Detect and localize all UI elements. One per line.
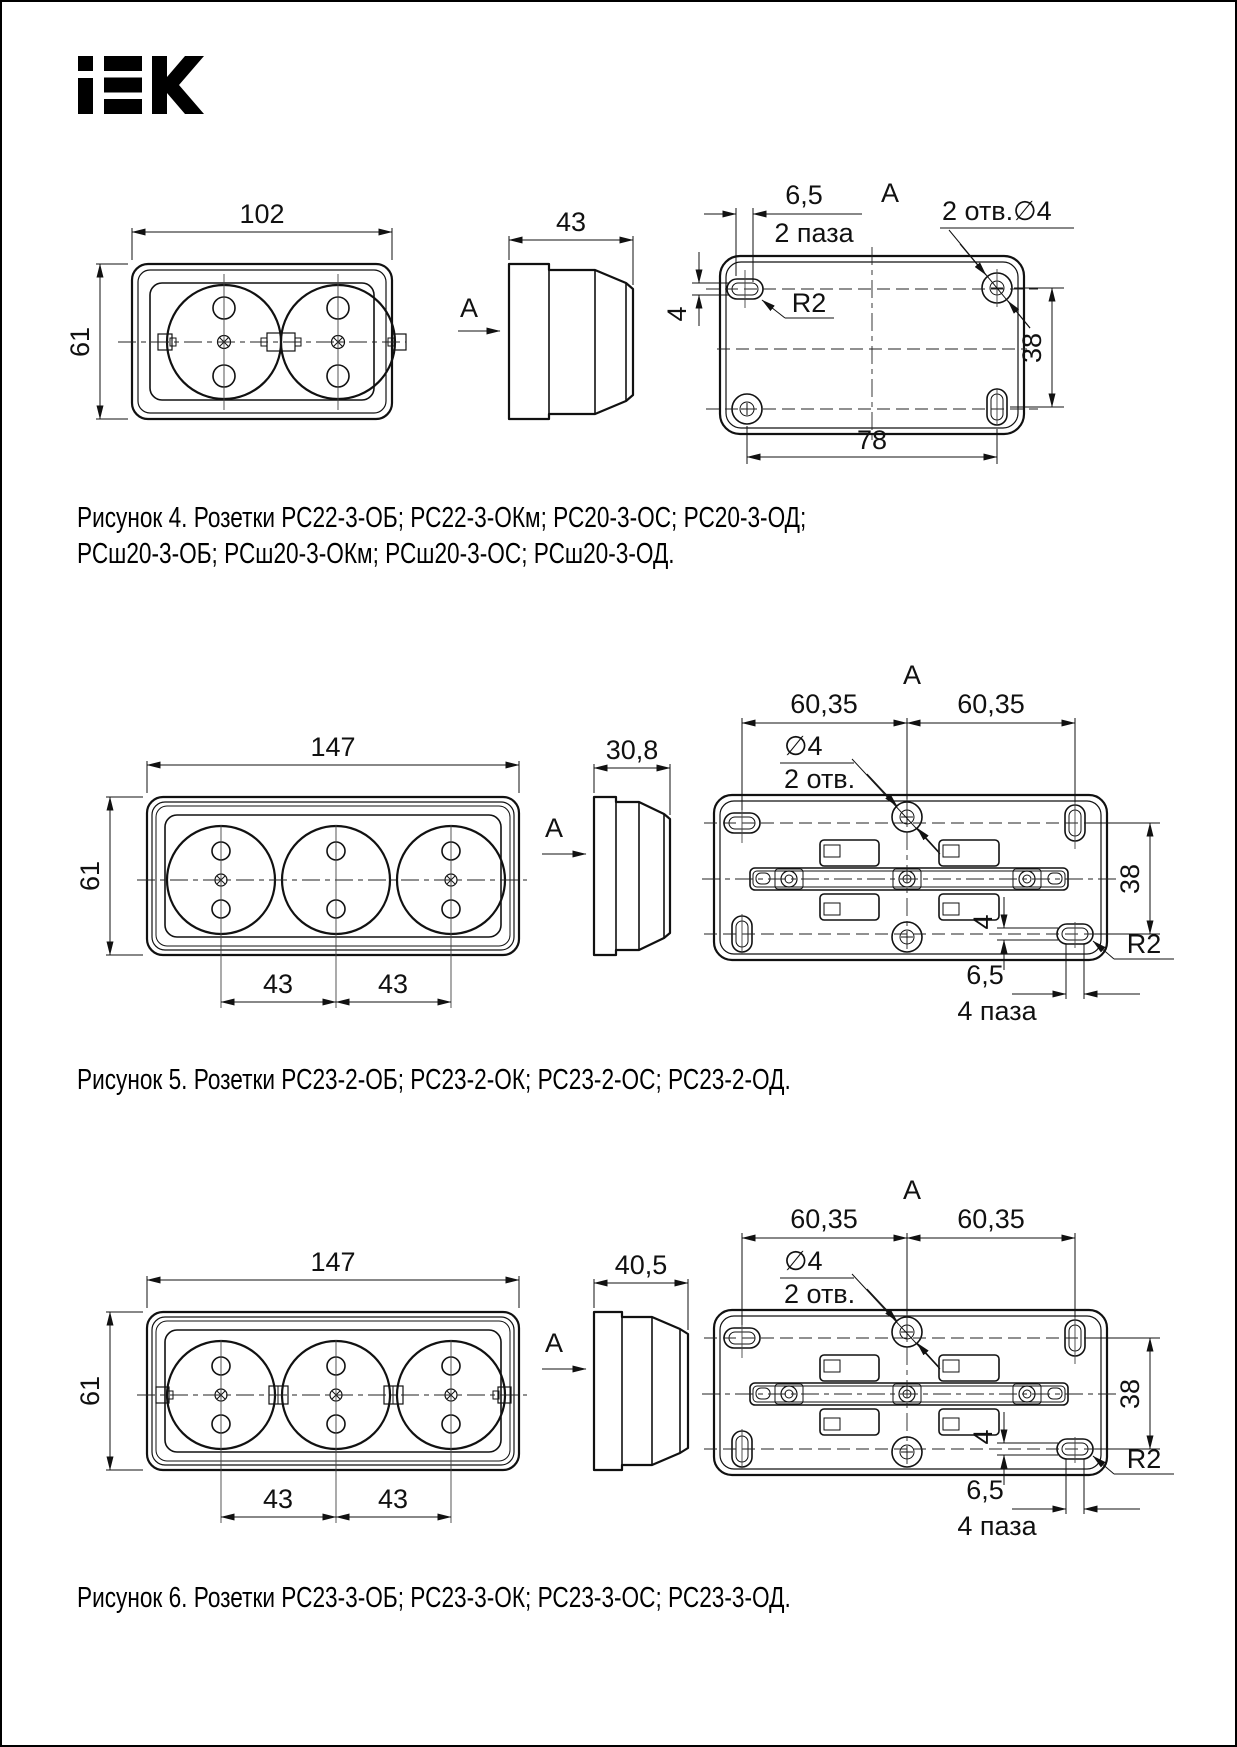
iek-logo-glyph — [152, 56, 204, 114]
figure4-caption-line2: РСш20-3-ОБ; РСш20-3-ОКм; РСш20-3-ОС; РСш20-3-ОД. — [77, 538, 675, 570]
figure4-drawing — [62, 152, 1182, 472]
fig6-pitch-right: 43 — [377, 1484, 409, 1514]
fig5-dim-offset: 4 — [968, 914, 998, 930]
fig4-view-arrow — [458, 293, 500, 331]
fig5-spacing-right: 60,35 — [957, 689, 1025, 719]
figure6-caption — [77, 1580, 791, 1616]
fig4-dim-slot: 6,5 — [785, 180, 823, 210]
fig5-pitch-right: 43 — [377, 969, 409, 999]
fig6-view-arrow — [542, 1328, 586, 1369]
fig4-dim-height: 61 — [65, 326, 95, 358]
fig4-dim-width: 102 — [239, 199, 285, 229]
fig6-holes-note: 2 отв. — [784, 1279, 856, 1309]
fig6-back-view — [702, 1175, 1174, 1541]
fig6-back-view-label: А — [902, 1175, 922, 1205]
iek-logo-glyph — [104, 78, 142, 93]
fig4-front-view — [65, 199, 406, 419]
fig5-side-view — [594, 735, 670, 955]
fig4-back-view-label: А — [880, 178, 900, 208]
figure5-drawing — [62, 592, 1182, 1042]
fig4-dim-offset: 4 — [662, 306, 692, 322]
figure6-caption-line1: Рисунок 6. Розетки РС23-3-ОБ; РС23-3-ОК; РС23-3-ОС; РС23-3-ОД. — [77, 1582, 791, 1614]
fig6-front-view — [75, 1247, 527, 1523]
fig5-spacing-left: 60,35 — [790, 689, 858, 719]
fig6-spacing-right: 60,35 — [957, 1204, 1025, 1234]
fig6-hole-dia: ∅4 — [784, 1246, 823, 1276]
fig6-side-view — [594, 1250, 688, 1470]
fig4-view-label: А — [459, 293, 479, 323]
fig6-dim-width: 147 — [310, 1247, 356, 1277]
fig6-dim-depth: 40,5 — [614, 1250, 668, 1280]
fig4-holes-note: 2 отв.∅4 — [942, 196, 1052, 226]
fig6-spacing-left: 60,35 — [790, 1204, 858, 1234]
fig5-hole-dia: ∅4 — [784, 731, 823, 761]
fig6-pitch-left: 43 — [262, 1484, 294, 1514]
iek-logo-glyph — [104, 56, 142, 71]
fig5-dim-slot: 6,5 — [966, 960, 1004, 990]
fig5-dim-depth: 30,8 — [605, 735, 659, 765]
fig4-slot-note: 2 паза — [774, 218, 854, 248]
fig5-front-view — [75, 732, 527, 1008]
fig5-view-arrow — [542, 813, 586, 854]
fig5-back-view-label: А — [902, 660, 922, 690]
fig6-slot-note: 4 паза — [957, 1511, 1037, 1541]
fig6-dim-vspacing: 38 — [1115, 1378, 1145, 1410]
iek-logo-glyph — [78, 56, 93, 71]
fig5-holes-note: 2 отв. — [784, 764, 856, 794]
figure5-caption — [77, 1062, 791, 1098]
iek-logo-glyph — [104, 99, 142, 114]
fig6-dim-offset: 4 — [968, 1429, 998, 1445]
fig5-dim-height: 61 — [75, 860, 105, 892]
fig4-dim-depth: 43 — [555, 207, 587, 237]
figure6-drawing — [62, 1107, 1182, 1557]
iek-logo-glyph — [78, 78, 93, 114]
fig4-side-view — [509, 207, 633, 419]
fig5-radius: R2 — [1126, 929, 1162, 959]
fig6-dim-height: 61 — [75, 1375, 105, 1407]
fig4-radius: R2 — [791, 288, 827, 318]
fig6-radius: R2 — [1126, 1444, 1162, 1474]
figure4-caption — [77, 500, 806, 572]
fig4-dim-hspacing: 78 — [856, 425, 888, 455]
fig5-dim-vspacing: 38 — [1115, 863, 1145, 895]
fig5-pitch-left: 43 — [262, 969, 294, 999]
fig5-view-label: А — [544, 813, 564, 843]
fig5-dim-width: 147 — [310, 732, 356, 762]
fig5-slot-note: 4 паза — [957, 996, 1037, 1026]
fig5-back-view — [702, 660, 1174, 1026]
fig6-view-label: А — [544, 1328, 564, 1358]
iek-logo — [78, 56, 208, 114]
fig4-back-view — [662, 178, 1074, 464]
figure5-caption-line1: Рисунок 5. Розетки РС23-2-ОБ; РС23-2-ОК; РС23-2-ОС; РС23-2-ОД. — [77, 1064, 791, 1096]
figure4-caption-line1: Рисунок 4. Розетки РС22-3-ОБ; РС22-3-ОКм; РС20-3-ОС; РС20-3-ОД; — [77, 502, 807, 534]
fig4-dim-vspacing: 38 — [1017, 332, 1047, 364]
fig6-dim-slot: 6,5 — [966, 1475, 1004, 1505]
